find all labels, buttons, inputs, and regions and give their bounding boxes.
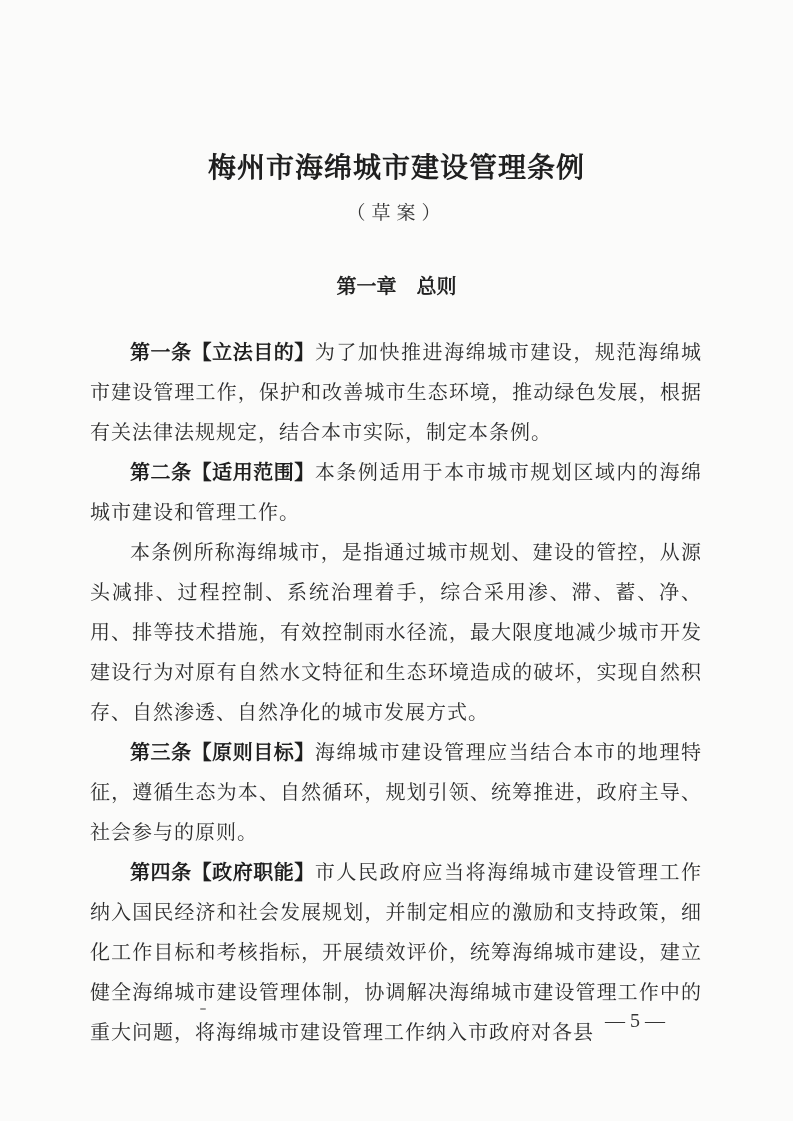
- article-heading: 第一条【立法目的】: [130, 340, 315, 364]
- article-heading: 第四条【政府职能】: [130, 860, 315, 884]
- article-heading: 第二条【适用范围】: [130, 460, 315, 484]
- article-text: 本条例适用于本市城市规划区域内的海绵城市建设和管理工作。: [90, 460, 703, 524]
- article-2-definition: [90, 532, 702, 732]
- article-1: [90, 332, 702, 452]
- page-number: — 5 —: [605, 1010, 665, 1032]
- scan-speck: [200, 1008, 206, 1010]
- article-text: 为了加快推进海绵城市建设，规范海绵城市建设管理工作，保护和改善城市生态环境，推动绿色发展，根据有关法律法规规定，结合本市实际，制定本条例。: [90, 340, 703, 444]
- article-2: [90, 452, 702, 532]
- chapter-heading: 第一章 总则: [336, 274, 457, 298]
- article-heading: 第三条【原则目标】: [130, 740, 315, 764]
- document-title: 梅州市海绵城市建设管理条例: [207, 151, 585, 184]
- document-subtitle: （草案）: [346, 202, 447, 224]
- document-body: [90, 332, 702, 1052]
- article-text: 海绵城市建设管理应当结合本市的地理特征，遵循生态为本、自然循环，规划引领、统筹推进，政府主导、社会参与的原则。: [90, 740, 703, 844]
- article-text: 市人民政府应当将海绵城市建设管理工作纳入国民经济和社会发展规划，并制定相应的激励和支持政策，细化工作目标和考核指标，开展绩效评价，统筹海绵城市建设，建立健全海绵城市建设管理体制，协调解决海绵城市建设管理工作中的重大问题，将海绵城市建设管理工作纳入市政府对各县: [90, 860, 703, 1044]
- article-3: [90, 732, 702, 852]
- article-text: 本条例所称海绵城市，是指通过城市规划、建设的管控，从源头减排、过程控制、系统治理着手，综合采用渗、滞、蓄、净、用、排等技术措施，有效控制雨水径流，最大限度地减少城市开发建设行为对原有自然水文特征和生态环境造成的破坏，实现自然积存、自然渗透、自然净化的城市发展方式。: [90, 540, 702, 724]
